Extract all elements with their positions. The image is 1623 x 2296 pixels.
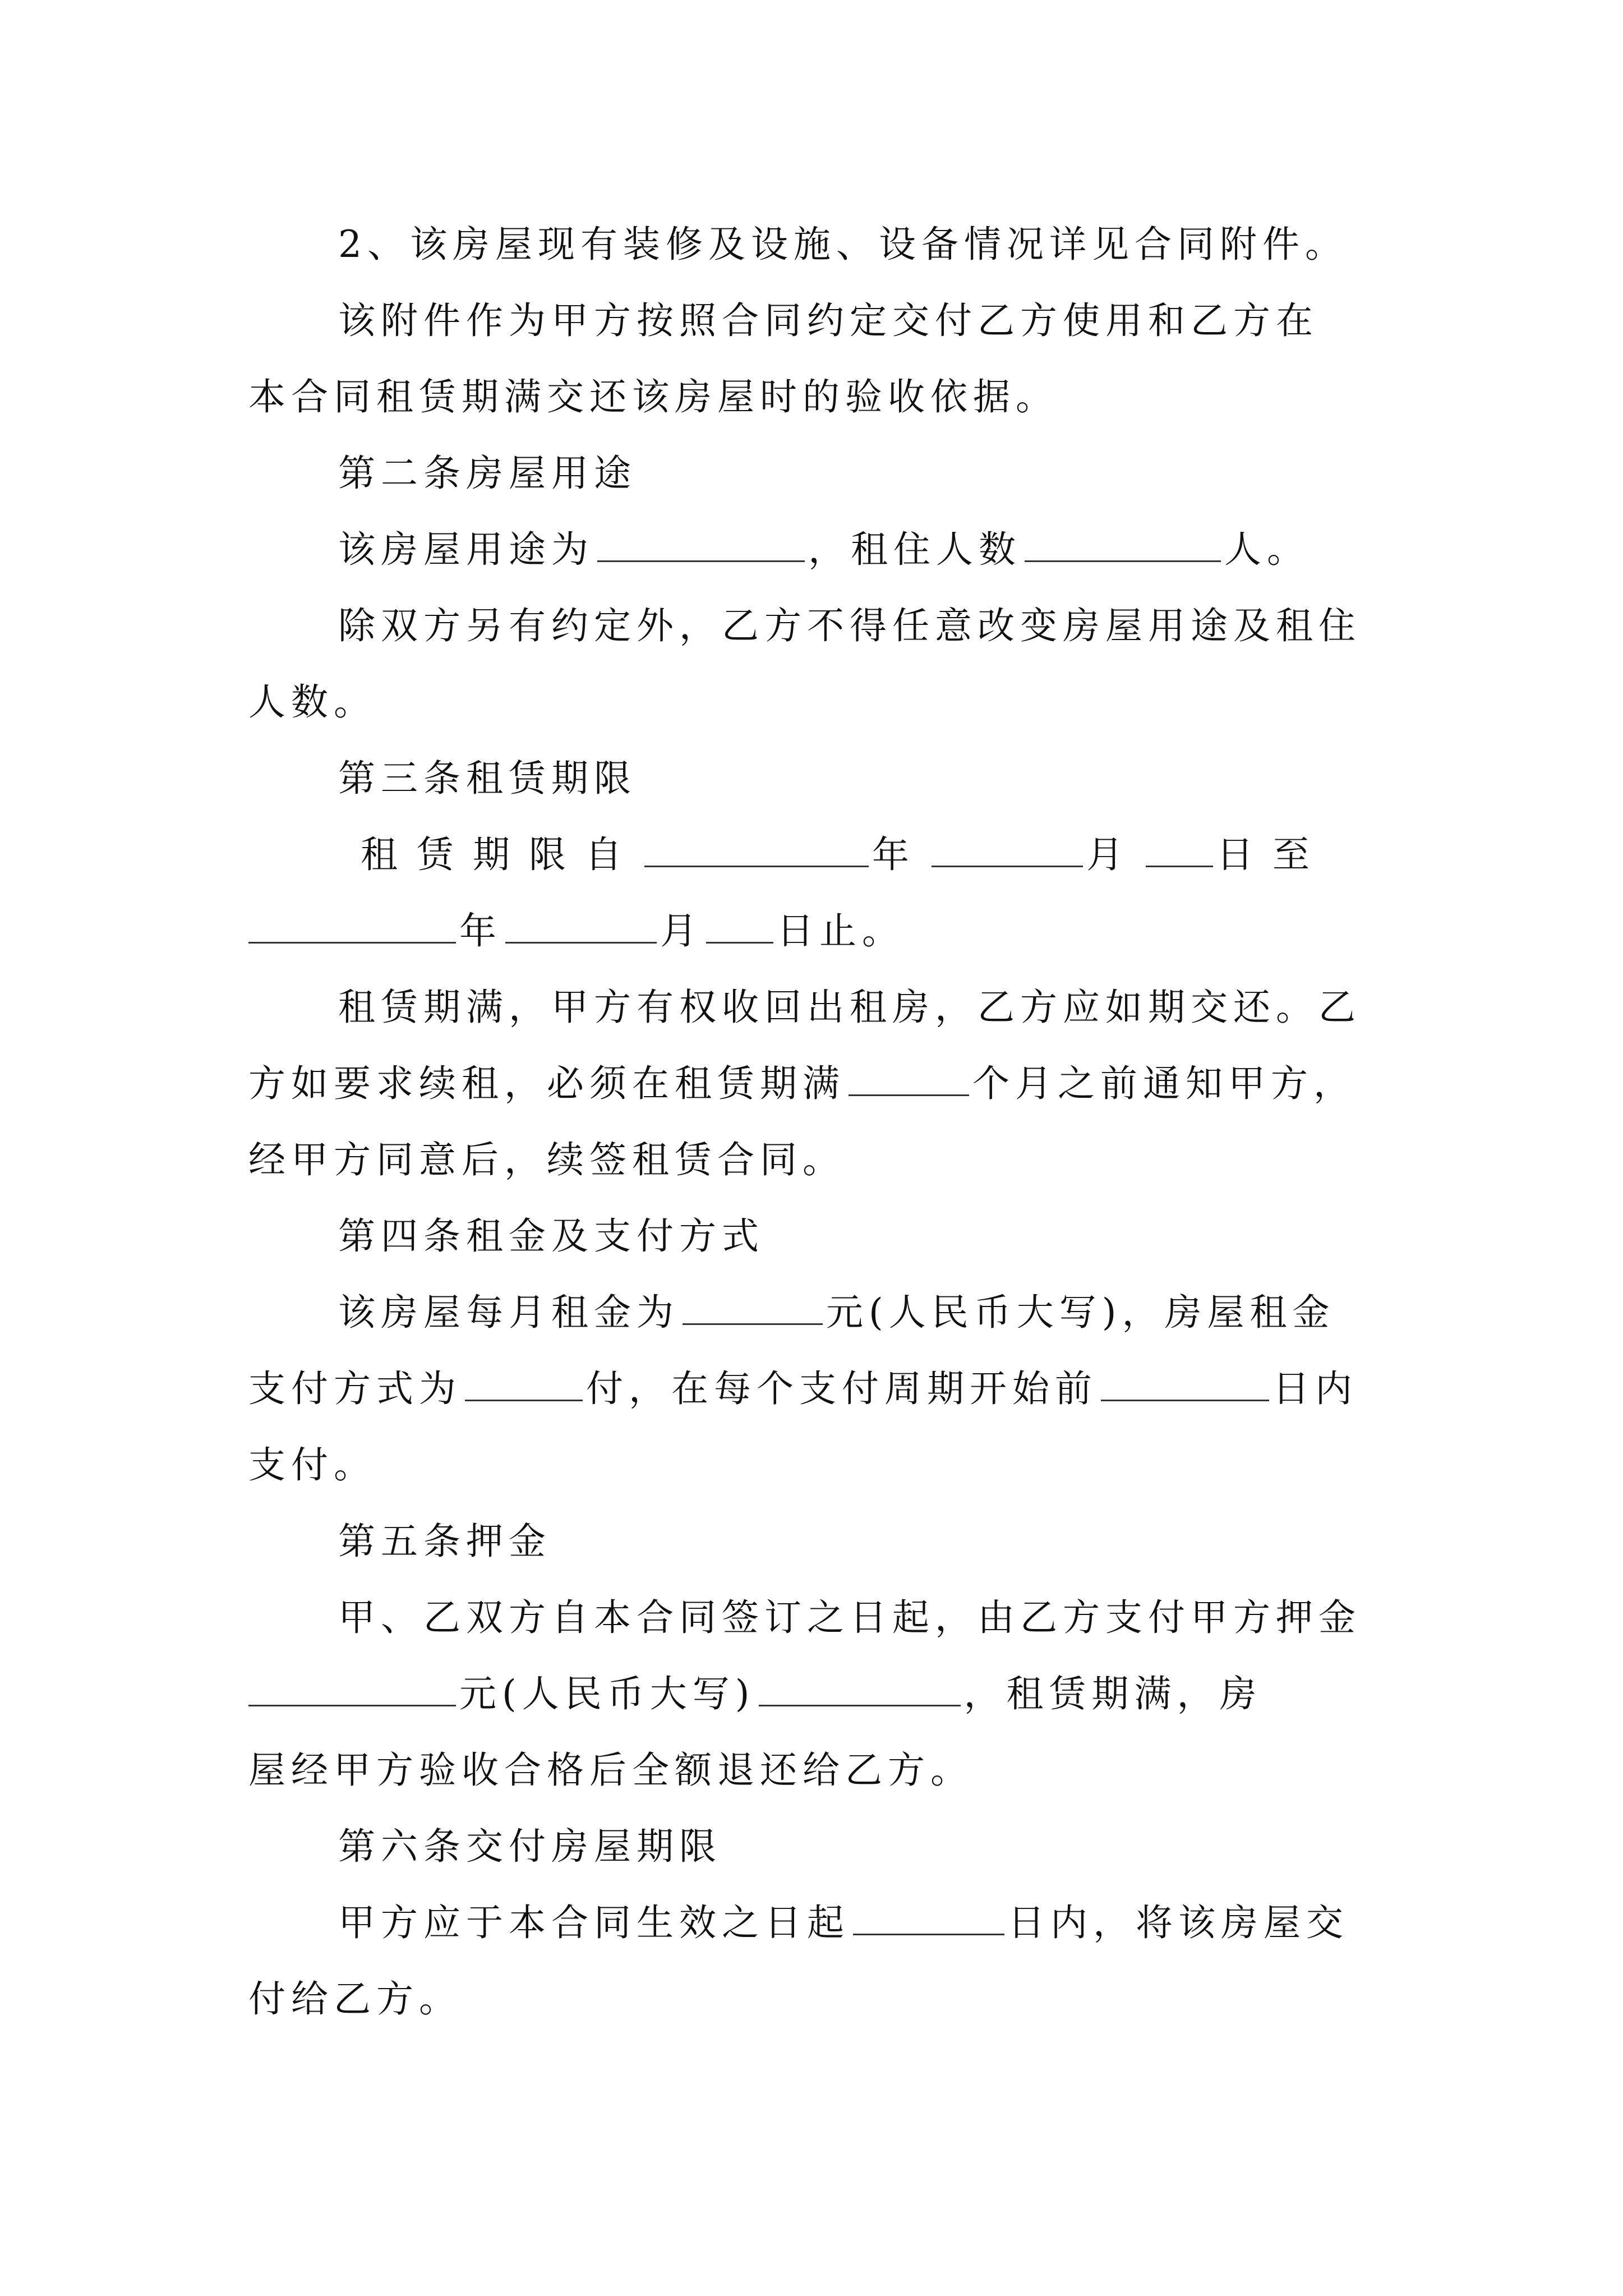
article-4-pay-line [248,1361,1358,1417]
article-5-deposit-line-1 [338,1590,1361,1646]
rent-prefix: 该房屋每月租金为 [338,1291,679,1334]
pay-days-blank [1101,1367,1269,1401]
deliver-prefix: 甲方应于本合同生效之日起 [338,1901,850,1944]
rent-suffix: 元(人民币大写)，房屋租金 [826,1291,1335,1334]
occupants-blank [1025,528,1221,562]
article-4-heading [338,1208,764,1264]
deposit-words-blank [759,1672,961,1706]
restrict-text-1: 除双方另有约定外，乙方不得任意改变房屋用途及租住 [338,604,1361,647]
pay-method-blank [465,1367,583,1401]
article-5-deposit-line-2 [248,1666,1262,1722]
article-6-deliver-line-2 [248,1971,462,2027]
end-year-blank [248,909,456,944]
article-5-deposit-line-3 [248,1742,973,1798]
term-day-to: 日至 [1216,833,1329,876]
expire-text-3: 经甲方同意后，续签租赁合同。 [248,1138,845,1181]
use-prefix: 该房屋用途为 [338,528,594,571]
restrict-text-2: 人数。 [248,680,376,724]
start-year-blank [644,833,869,867]
article-2-heading [338,445,637,501]
article-2-heading-text: 第二条房屋用途 [338,452,637,495]
end-month-label: 月 [660,909,703,953]
deliver-text-2: 付给乙方。 [248,1977,462,2021]
end-month-blank [505,909,657,944]
article-3-heading [338,751,637,807]
article-4-pay-line-3 [248,1437,376,1493]
pay-prefix: 支付方式为 [248,1367,462,1410]
article-4-rent-line [338,1285,1335,1341]
article-3-term-line-2 [248,903,905,959]
deposit-amount-blank [248,1672,456,1706]
deliver-suffix: 日内，将该房屋交 [1008,1901,1349,1944]
article-5-heading-text: 第五条押金 [338,1520,551,1563]
pay-suffix: 日内 [1272,1367,1358,1410]
article-6-heading-text: 第六条交付房屋期限 [338,1825,722,1868]
end-day-blank [706,909,773,944]
article-3-term-line-1 [361,827,1329,883]
article-5-heading [338,1513,551,1570]
article-2-restrict-line-2 [248,674,376,730]
term-prefix: 租赁期限自 [361,833,641,876]
clause-2-text: 2、该房屋现有装修及设施、设备情况详见合同附件。 [338,223,1348,266]
article-3-expire-line-2 [248,1056,1356,1112]
article-3-expire-line-3 [248,1132,845,1188]
rent-amount-blank [683,1291,823,1325]
article-2-restrict-line-1 [338,598,1361,654]
deposit-suffix: ，租赁期满，房 [963,1672,1262,1715]
attachment-text-1: 该附件作为甲方按照合同约定交付乙方使用和乙方在 [338,299,1318,342]
article-4-heading-text: 第四条租金及支付方式 [338,1214,764,1258]
renewal-notice-blank [849,1062,969,1096]
end-year-label: 年 [459,909,502,953]
use-suffix: 人。 [1224,528,1310,571]
attachment-line-1 [338,293,1318,349]
article-3-expire-line-1 [338,979,1361,1036]
pay-mid: 付，在每个支付周期开始前 [586,1367,1098,1410]
term-month-label: 月 [1086,833,1142,876]
article-6-deliver-line-1 [338,1895,1349,1951]
use-mid: ，租住人数 [808,528,1021,571]
deposit-mid: 元(人民币大写) [459,1672,755,1715]
attachment-line-2 [248,369,1058,425]
attachment-text-2: 本合同租赁期满交还该房屋时的验收依据。 [248,375,1058,418]
deposit-text-1: 甲、乙双方自本合同签订之日起，由乙方支付甲方押金 [338,1596,1361,1639]
term-day-end: 日止。 [777,909,905,953]
expire-suffix: 个月之前通知甲方， [972,1062,1356,1105]
start-day-blank [1146,833,1213,867]
start-month-blank [932,833,1083,867]
article-3-heading-text: 第三条租赁期限 [338,757,637,800]
deliver-days-blank [853,1901,1004,1935]
article-2-use-line [338,522,1310,578]
term-year-label: 年 [872,833,928,876]
use-blank [597,528,805,562]
clause-2-line [338,217,1348,273]
pay-text-3: 支付。 [248,1443,376,1487]
deposit-text-3: 屋经甲方验收合格后全额退还给乙方。 [248,1749,973,1792]
expire-prefix: 方如要求续租，必须在租赁期满 [248,1062,845,1105]
expire-text-1: 租赁期满，甲方有权收回出租房，乙方应如期交还。乙 [338,986,1361,1029]
article-6-heading [338,1819,722,1875]
